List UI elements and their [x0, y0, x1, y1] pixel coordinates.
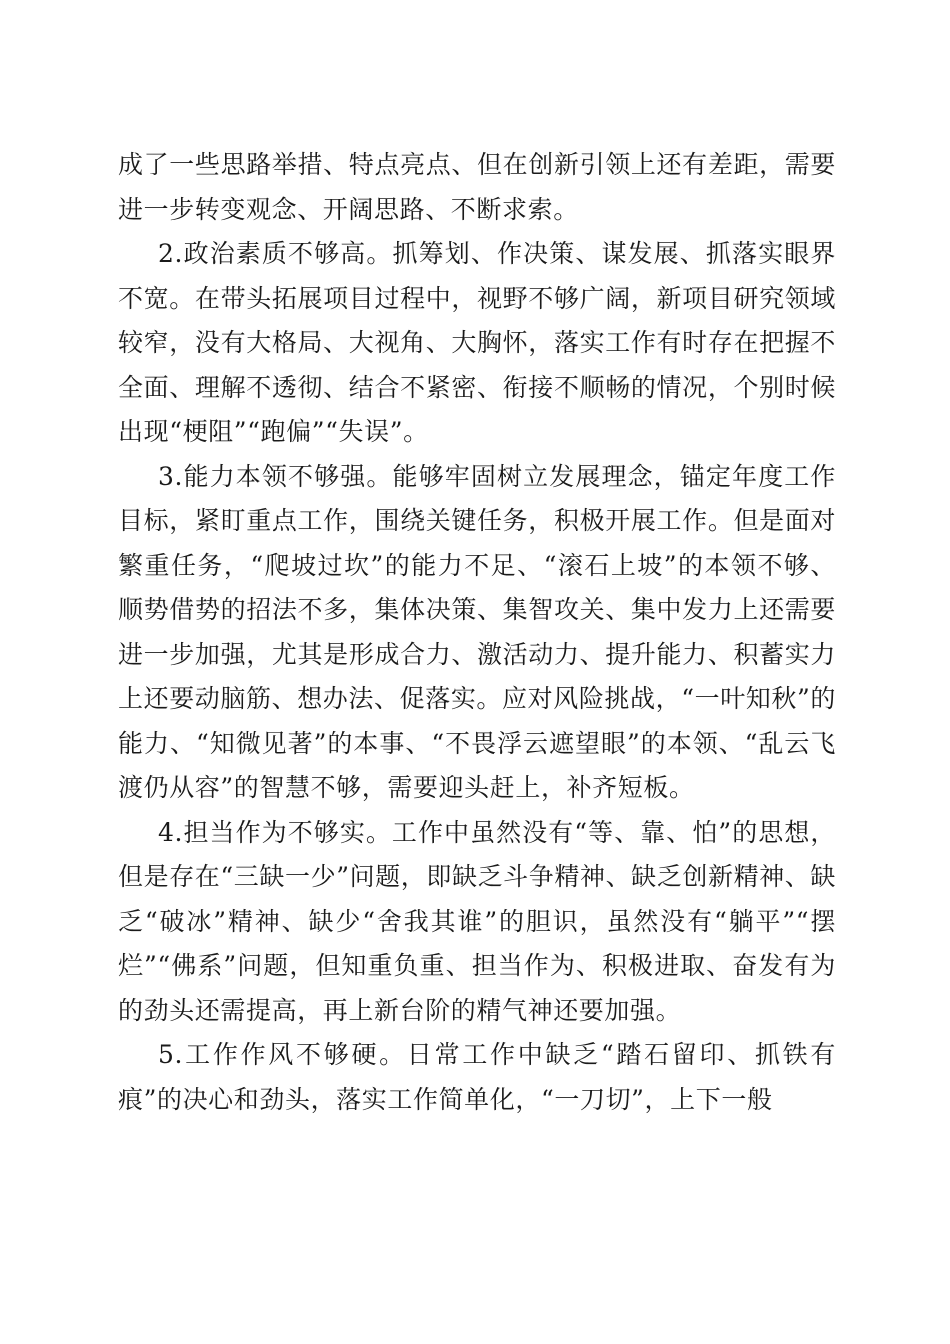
document-body	[118, 143, 836, 1122]
paragraph-work-style: 5.工作作风不够硬。日常工作中缺乏“踏石留印、抓铁有痕”的决心和劲头，落实工作简单化，“一刀切”，上下一般	[118, 1040, 836, 1114]
paragraph-continuation: 成了一些思路举措、特点亮点、但在创新引领上还有差距，需要进一步转变观念、开阔思路、不断求索。	[118, 150, 836, 224]
paragraph-responsibility: 4.担当作为不够实。工作中虽然没有“等、靠、怕”的思想，但是存在“三缺一少”问题，即缺乏斗争精神、缺乏创新精神、缺乏“破冰”精神、缺少“舍我其谁”的胆识，虽然没有“躺平”“摆烂”“佛系”问题，但知重负重、担当作为、积极进取、奋发有为的劲头还需提高，再上新台阶的精气神还要加强。	[118, 817, 836, 1025]
paragraph-political-quality: 2.政治素质不够高。抓筹划、作决策、谋发展、抓落实眼界不宽。在带头拓展项目过程中，视野不够广阔，新项目研究领域较窄，没有大格局、大视角、大胸怀，落实工作有时存在把握不全面、理解不透彻、结合不紧密、衔接不顺畅的情况，个别时候出现“梗阻”“跑偏”“失误”。	[118, 239, 836, 446]
paragraph-ability: 3.能力本领不够强。能够牢固树立发展理念，锚定年度工作目标，紧盯重点工作，围绕关键任务，积极开展工作。但是面对繁重任务，“爬坡过坎”的能力不足、“滚石上坡”的本领不够、顺势借势的招法不多，集体决策、集智攻关、集中发力上还需要进一步加强，尤其是形成合力、激活动力、提升能力、积蓄实力上还要动脑筋、想办法、促落实。应对风险挑战，“一叶知秋”的能力、“知微见著”的本事、“不畏浮云遮望眼”的本领、“乱云飞渡仍从容”的智慧不够，需要迎头赶上，补齐短板。	[118, 461, 836, 802]
